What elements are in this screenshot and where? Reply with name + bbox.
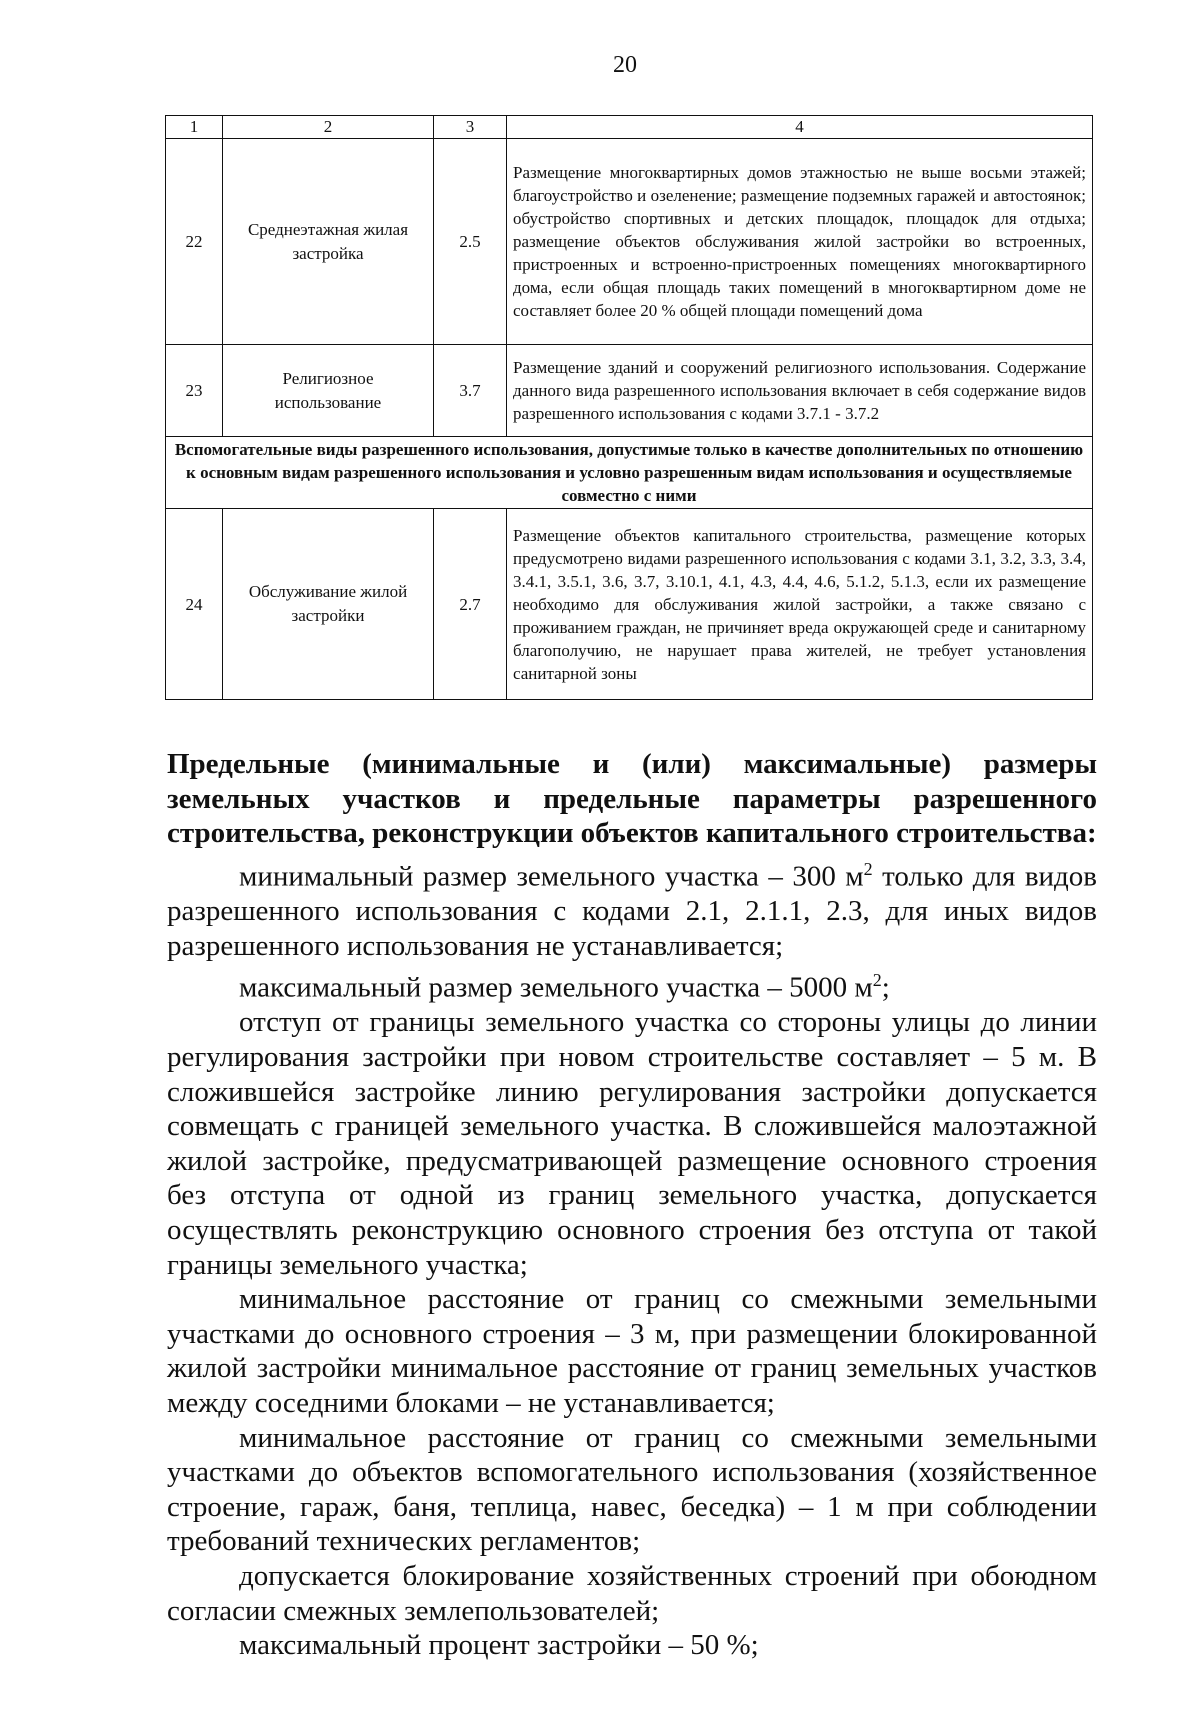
use-type-name: Религиозное использование	[223, 345, 434, 437]
superscript: 2	[863, 858, 873, 879]
table-row	[166, 345, 1093, 437]
use-type-name: Обслуживание жилой застройки	[223, 509, 434, 700]
use-type-code: 2.7	[434, 509, 507, 700]
paragraph-street-setback: отступ от границы земельного участка со стороны улицы до линии регулирования застройки при новом строительстве составляет – 5 м. В сложившейся застройке линию регулирования застройки допускается совмещать с границей земельного участка. В сложившейся малоэтажной жилой застройке, предусматривающей размещение основного строения без отступа от одной из границ земельного участка, допускается осуществлять реконструкцию основного строения без отступа от такой границы земельного участка;	[167, 1006, 1097, 1281]
paragraph-max-plot-size: максимальный размер земельного участка – 5000 $м^2$;	[239, 970, 890, 1004]
table-row	[166, 139, 1093, 345]
table-section-row	[166, 437, 1093, 509]
use-type-name: Среднеэтажная жилая застройка	[223, 139, 434, 345]
paragraph-auxiliary-building-distance: минимальное расстояние от границ со смежными земельными участками до объектов вспомогательного использования (хозяйственное строение, гараж, баня, теплица, навес, беседка) – 1 м при соблюдении требований технических регламентов;	[167, 1421, 1097, 1558]
paragraph-blocking: допускается блокирование хозяйственных строений при обоюдном согласии смежных землепользователей;	[167, 1559, 1097, 1627]
table-header-cell: 2	[223, 116, 434, 139]
paragraph-main-building-distance: минимальное расстояние от границ со смежными земельными участками до основного строения – 3 м, при размещении блокированной жилой застройки минимальное расстояние от границ земельных участков между соседними блоками – не устанавливается;	[167, 1283, 1097, 1419]
table-header-cell: 3	[434, 116, 507, 139]
row-number: 24	[166, 509, 223, 700]
body-text	[167, 747, 1097, 1663]
row-number: 23	[166, 345, 223, 437]
table-header-row	[166, 116, 1093, 139]
superscript: 2	[872, 970, 882, 991]
auxiliary-uses-heading: Вспомогательные виды разрешенного использования, допустимые только в качестве дополнительных по отношению к основным видам разрешенного использования и условно разрешенным видам использования и осуществляемые совместно с ними	[166, 437, 1093, 509]
use-type-description: Размещение многоквартирных домов этажностью не выше восьми этажей; благоустройство и озеленение; размещение подземных гаражей и автостоянок; обустройство спортивных и детских площадок, площадок для отдыха; размещение объектов обслуживания жилой застройки во встроенных, пристроенных и встроенно-пристроенных помещениях многоквартирного дома, если общая площадь таких помещений в многоквартирном доме не составляет более 20 % общей площади помещений дома	[507, 139, 1093, 345]
table-header-cell: 4	[507, 116, 1093, 139]
use-type-description: Размещение зданий и сооружений религиозного использования. Содержание данного вида разрешенного использования включает в себя содержание видов разрешенного использования с кодами 3.7.1 - 3.7.2	[507, 345, 1093, 437]
row-number: 22	[166, 139, 223, 345]
table-header-cell: 1	[166, 116, 223, 139]
section-heading: Предельные (минимальные и (или) максимальные) размеры земельных участков и предельные параметры разрешенного строительства, реконструкции объектов капитального строительства:	[167, 748, 1097, 850]
use-type-code: 2.5	[434, 139, 507, 345]
paragraph-min-plot-size: минимальный размер земельного участка – 300 $м^2$ только для видов разрешенного использования с кодами 2.1, 2.1.1, 2.3, для иных видов разрешенного использования не устанавливается;	[167, 858, 1097, 962]
use-type-code: 3.7	[434, 345, 507, 437]
use-type-description: Размещение объектов капитального строительства, размещение которых предусмотрено видами разрешенного использования с кодами 3.1, 3.2, 3.3, 3.4, 3.4.1, 3.5.1, 3.6, 3.7, 3.10.1, 4.1, 4.3, 4.4, 4.6, 5.1.2, 5.1.3, если их размещение необходимо для обслуживания жилой застройки, а также связано с проживанием граждан, не причиняет вреда окружающей среде и санитарному благополучию, не нарушает права жителей, не требует установления санитарной зоны	[507, 509, 1093, 700]
page-number: 20	[613, 52, 637, 78]
land-use-table	[165, 115, 1093, 700]
table-row	[166, 509, 1093, 700]
paragraph-max-coverage: максимальный процент застройки – 50 %;	[239, 1629, 759, 1662]
